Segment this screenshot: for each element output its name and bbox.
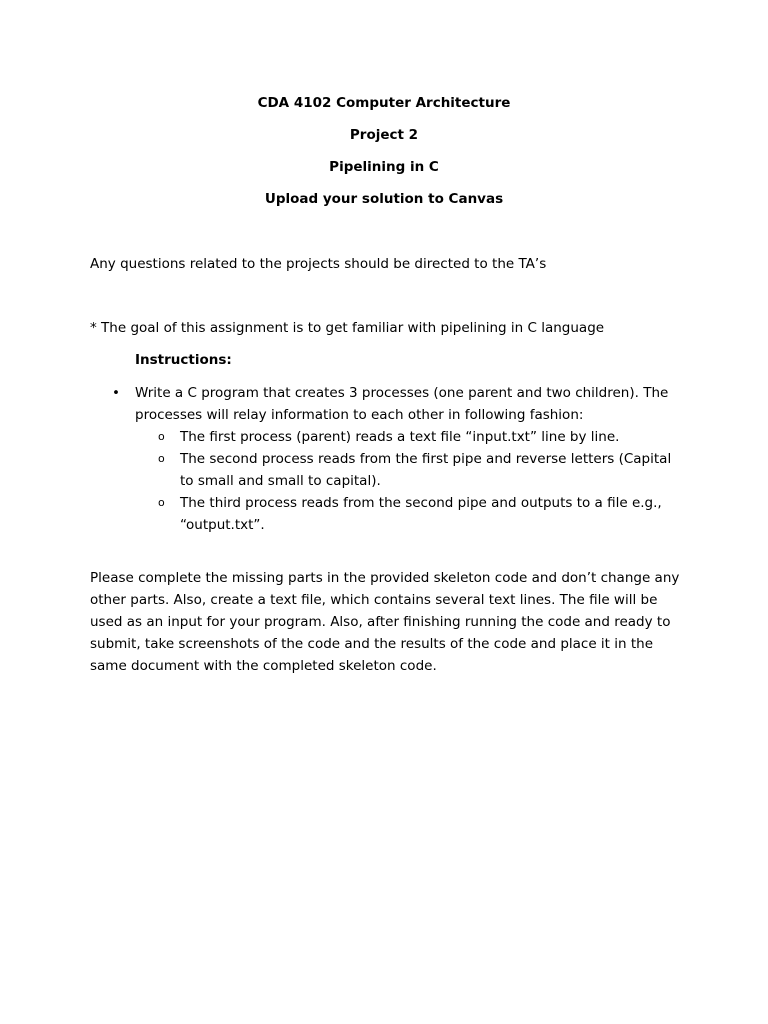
instructions-list	[112, 382, 682, 536]
title-block	[0, 93, 768, 221]
sub-item-text: The third process reads from the second pipe and outputs to a file e.g., “output.txt”.	[180, 495, 662, 533]
course-title: CDA 4102 Computer Architecture	[257, 95, 511, 111]
questions-note: Any questions related to the projects should be directed to the TA’s	[90, 256, 547, 272]
sub-list-item	[112, 448, 682, 492]
project-title: Project 2	[349, 127, 419, 143]
sub-list	[112, 426, 682, 536]
circle-bullet-icon: o	[158, 496, 165, 509]
upload-note: Upload your solution to Canvas	[264, 191, 504, 207]
circle-bullet-icon: o	[158, 452, 165, 465]
list-item	[112, 382, 682, 426]
completion-paragraph: Please complete the missing parts in the provided skeleton code and don’t change any other parts. Also, create a text file, which contains several text lines. The file will be used as an input for your program. Also, after finishing running the code and ready to submit, take screenshots of the code and the results of the code and place it in the same document with the completed skeleton code.	[90, 570, 680, 674]
topic-title: Pipelining in C	[329, 159, 439, 175]
sub-item-text: The second process reads from the first pipe and reverse letters (Capital to small and small to capital).	[180, 451, 672, 489]
sub-item-text: The first process (parent) reads a text file “input.txt” line by line.	[180, 429, 620, 445]
bullet-icon: •	[112, 385, 120, 401]
sub-list-item	[112, 426, 682, 448]
sub-list-item	[112, 492, 682, 536]
bullet-text: Write a C program that creates 3 processes (one parent and two children). The processes will relay information to each other in following fashion:	[135, 385, 669, 423]
circle-bullet-icon: o	[158, 430, 165, 443]
instructions-heading: Instructions:	[135, 352, 232, 368]
assignment-goal: * The goal of this assignment is to get familiar with pipelining in C language	[90, 320, 605, 336]
